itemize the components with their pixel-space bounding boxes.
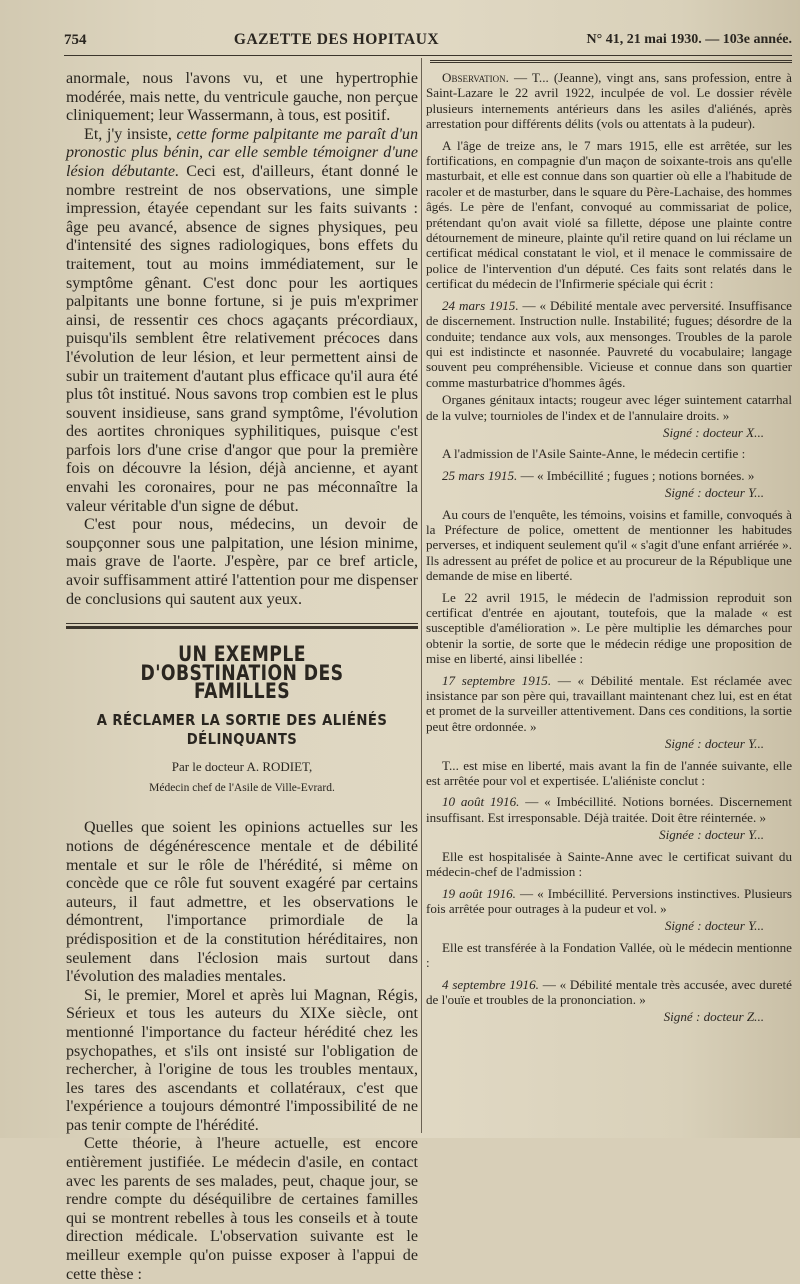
journal-title: GAZETTE DES HOPITAUX xyxy=(233,31,440,48)
text-run: — « Débilité mentale avec perversité. Insuffisance de discernement. Instruction nulle. Instabilité; fugues; désordre de la conduite; tendance aux vols, aux mensonges. Troubles de la parole qui est indistincte et nasonnée. Pauvreté du vocabulaire; langage souvent peu compréhensible. Vicieuse et connue dans son quartier comme masturbatrice d'hommes âgés. xyxy=(426,297,792,390)
signature: Signé : docteur X... xyxy=(662,424,764,440)
text-run: Ceci est, d'ailleurs, étant donné le nombre restreint de nos observations, une simple impression, étayée cependant sur les faits suivants : âge peu avancé, absence de signes physiques, peu d'intensité des signes radiologiques, bons effets du traitement, tout au moins immédiatement, sur le symptôme gênant. C'est donc pour les aortiques palpitants une bonne fortune, si je puis m'exprimer ainsi, de ressentir ces chocs agaçants précordiaux, puisqu'ils semblent être relativement précoces dans l'évolution de leur lésion, et leur permettent ainsi de subir un traitement d'autant plus efficace qu'il aura été plus tôt institué. Nous savons trop combien est le plus souvent insidieuse, sans grand symptôme, l'évolution des aortites chroniques syphilitiques, puisque c'est parfois lors d'une crise d'angor que pour la première fois on découvre la lésion, déjà ancienne, et ayant envahi les coronaires, pour ne pas méconnaître la valeur véritable d'un signe de début. xyxy=(66,162,418,515)
text-run: — « Imbécillité. Perversions instinctives. Plusieurs fois arrêtée pour outrages à la pudeur et vol. » xyxy=(426,885,792,916)
paragraph: Le 22 avril 1915, le médecin de l'admission reproduit son certificat d'entrée en ajoutant, toutefois, que la malade « est susceptible d'amélioration ». Le père multiplie les démarches pour obtenir la sortie, de sorte que le médecin rédige une proposition de mise en liberté, ainsi libellée : xyxy=(426,589,792,667)
signature: Signée : docteur Y... xyxy=(659,827,764,843)
signature: Signé : docteur Y... xyxy=(664,485,764,501)
observation-label: Observation. xyxy=(442,70,509,85)
certificate-date: 24 mars 1915. xyxy=(442,297,519,313)
column-divider xyxy=(421,58,422,1133)
paragraph: Elle est hospitalisée à Sainte-Anne avec le certificat suivant du médecin-chef de l'admission : xyxy=(426,848,792,880)
header-rule xyxy=(64,55,792,56)
certificate-date: 10 août 1916. xyxy=(442,794,520,810)
article-subtitle: A RÉCLAMER LA SORTIE DES ALIÉNÉS DÉLINQUANTS xyxy=(96,711,388,748)
signature: Signé : docteur Y... xyxy=(664,736,764,752)
paragraph: T... est mise en liberté, mais avant la fin de l'année suivante, elle est arrêtée pour vol et expertisée. L'aliéniste conclut : xyxy=(426,757,792,789)
certificate xyxy=(426,673,792,735)
page-header xyxy=(64,27,792,53)
paragraph: A l'admission de l'Asile Sainte-Anne, le médecin certifie : xyxy=(442,446,746,462)
byline: Par le docteur A. RODIET, xyxy=(171,759,313,775)
left-column xyxy=(66,70,418,1284)
paragraph: C'est pour nous, médecins, un devoir de soupçonner sous une palpitation, une lésion minime, mais grave de l'aorte. J'espère, par ce bref article, avoir suffisamment attiré l'attention pour me dispenser de conclusions qui sautent aux yeux. xyxy=(66,516,418,608)
text-run: — « Débilité mentale. Est réclamée avec insistance par son père qui, travaillant maintenant chez lui, est en état et promet de la surveiller attentivement. Dans ces conditions, la sortie peut être ordonnée. » xyxy=(426,672,792,734)
certificate xyxy=(426,886,792,917)
paragraph: Quelles que soient les opinions actuelles sur les notions de dégénérescence mentale et de débilité mentale et sur le rôle de l'hérédité, si même on concède que ce rôle fut souvent exagéré par certains auteurs, il faut admettre, et les observations le démontrent, l'importance primordiale de la prédisposition et de la constitution héréditaires, non seulement dans l'éclosion mais surtout dans l'évolution des maladies mentales. xyxy=(66,819,418,986)
certificate-date: 4 septembre 1916. xyxy=(442,976,539,992)
signature: Signé : docteur Z... xyxy=(663,1009,764,1025)
text-run: — « Imbécillité. Notions bornées. Discernement insuffisant. Est irresponsable. Déjà traitée. Doit être réinternée. » xyxy=(426,794,792,825)
paragraph: Au cours de l'enquête, les témoins, voisins et famille, convoqués à la Préfecture de police, omettent de mentionner les habitudes perverses, et indiquent seulement qu'il « s'agit d'une enfant arriérée ». Ils adressent au préfet de police et au procureur de la République une demande de mise en liberté. xyxy=(426,506,792,584)
paragraph: A l'âge de treize ans, le 7 mars 1915, elle est arrêtée, sur les fortifications, en compagnie d'un maçon de soixante-trois ans qu'elle masturbait, et elle est connue dans son quartier où elle a l'habitude de racoler et de masturber, dans le square du Père-Lachaise, des hommes âgés. Le père de l'enfant, convoqué au commissariat de police, prétendant qu'on avait violé sa fillette, dépose une plainte contre détournement de mineure, plainte qu'il retire quand on lui réclame un certificat médical constatant le viol, et il menace le commissaire de police de l'intervention d'un député. Ces faits sont relatés dans le certificat du médecin de l'Infirmerie spéciale qui écrit : xyxy=(426,137,792,292)
text-run: — T... (Jeanne), vingt ans, sans profession, entre à Saint-Lazare le 22 avril 1922, inculpée de vol. Le dossier révèle plusieurs internements antérieurs dans les asiles d'aliénés, après arrestation pour différents délits (vols ou attentats à la pudeur). xyxy=(426,70,792,132)
author-affiliation: Médecin chef de l'Asile de Ville-Evrard. xyxy=(149,781,335,794)
observation-paragraph xyxy=(426,70,792,132)
page-number: 754 xyxy=(64,31,87,48)
paragraph: Elle est transférée à la Fondation Vallée, où le médecin mentionne : xyxy=(426,939,792,971)
certificate xyxy=(426,977,792,1008)
text-run: Et, j'y insiste, xyxy=(84,125,177,143)
right-column xyxy=(426,70,792,1031)
text-run: — « Imbécillité ; fugues ; notions bornées. » xyxy=(517,467,755,483)
paragraph xyxy=(66,126,418,516)
section-separator xyxy=(66,623,418,629)
italic-emphasis: cette forme palpitante me paraît d'un pronostic plus bénin, car elle semble témoigner d'une lésion débutante. xyxy=(66,125,418,180)
certificate-date: 25 mars 1915. xyxy=(442,467,518,483)
certificate: Organes génitaux intacts; rougeur avec léger suintement catarrhal de la vulve; tournioles de l'index et de l'annulaire droits. » xyxy=(426,392,792,423)
certificate-date: 19 août 1916. xyxy=(442,885,516,901)
paragraph: anormale, nous l'avons vu, et une hypertrophie modérée, mais nette, du ventricule gauche, non perçue cliniquement; leur Wassermann, à tous, est positif. xyxy=(66,70,418,125)
signature: Signé : docteur Y... xyxy=(664,918,764,934)
text-run: — « Débilité mentale très accusée, avec dureté de l'ouïe et troubles de la prononciation. » xyxy=(426,976,792,1007)
certificate xyxy=(426,794,792,825)
paragraph: Cette théorie, à l'heure actuelle, est encore entièrement justifiée. Le médecin d'asile, en contact avec les parents de ses malades, peut, chaque jour, se rendre compte du déséquilibre de certaines familles qui se montrent rebelles à tous les conseils et à toute direction médicale. L'observation suivante est le meilleur exemple qu'on puisse exposer à l'appui de cette thèse : xyxy=(66,1135,418,1283)
certificate xyxy=(426,298,792,390)
paragraph: Si, le premier, Morel et après lui Magnan, Régis, Sérieux et tous les auteurs du XIXe siècle, ont mentionné l'importance du facteur hérédité chez les psychopathes, et s'ils ont insisté sur l'obligation de rechercher, à l'origine de tous les troubles mentaux, les tares des ascendants et collatéraux, c'est que l'expérience a toujours démontré l'impossibilité de ne pas tenir compte de l'hérédité. xyxy=(66,986,418,1134)
certificate xyxy=(426,468,792,483)
article-title: UN EXEMPLE D'OBSTINATION DES FAMILLES xyxy=(140,642,344,704)
header-double-rule xyxy=(430,60,792,63)
issue-info: N° 41, 21 mai 1930. — 103e année. xyxy=(586,32,792,47)
certificate-date: 17 septembre 1915. xyxy=(442,672,552,688)
